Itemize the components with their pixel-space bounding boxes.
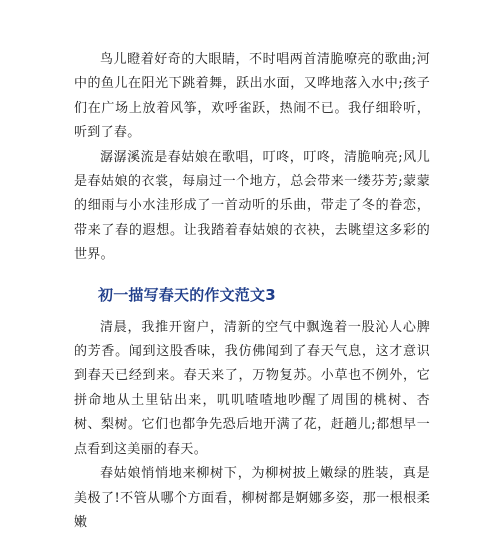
paragraph-birds-fish: 鸟儿瞪着好奇的大眼睛，不时唱两首清脆嘹亮的歌曲;河中的鱼儿在阳光下跳着舞，跃出水面，又哗地落入水中;孩子们在广场上放着风筝，欢呼雀跃，热闹不已。我仔细聆听，听到了春。 — [74, 52, 430, 141]
paragraph-stream-wind: 潺潺溪流是春姑娘在歌唱，叮咚，叮咚，清脆响亮;风儿是春姑娘的衣裳，每扇过一个地方，总会带来一缕芬芳;蒙蒙的细雨与小水洼形成了一首动听的乐曲，带走了冬的眷恋，带来了春的遐想。让我踏着春姑娘的衣袂，去眺望这多彩的世界。 — [74, 149, 430, 263]
paragraph-morning: 清晨，我推开窗户，清新的空气中飘逸着一股沁人心脾的芳香。闻到这股香味，我仿佛闻到了春天气息，这才意识到春天已经到来。春天来了，万物复苏。小草也不例外，它拼命地从土里钻出来，叽叽喳喳地吵醒了周围的桃树、杏树、梨树。它们也都争先恐后地开满了花，赶趟儿;都想早一点看到这美丽的春天。 — [74, 319, 430, 457]
section-heading: 初一描写春天的作文范文3 — [98, 285, 276, 304]
document-body — [74, 48, 430, 535]
paragraph-willow: 春姑娘悄悄地来柳树下，为柳树披上嫩绿的胜装，真是美极了!不管从哪个方面看，柳树都是婀娜多姿，那一根根柔嫩 — [74, 466, 430, 530]
